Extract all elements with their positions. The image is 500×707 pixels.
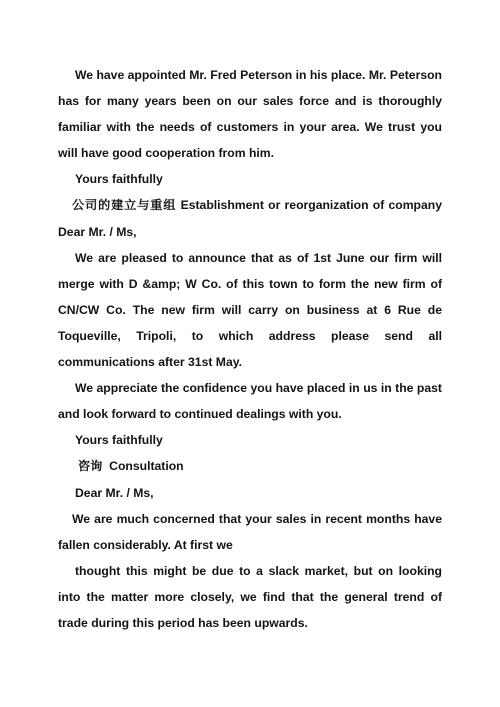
closing-yours-faithfully: Yours faithfully [75,172,163,187]
heading-consultation-en: Consultation [109,459,184,474]
heading-consultation-cn: 咨询 [78,459,103,474]
heading-consultation [58,453,442,479]
heading-establishment-en: Establishment or reorganization of company Dear Mr. / Ms, [58,198,443,239]
closing-yours-faithfully-2: Yours faithfully [75,433,163,448]
salutation: Dear Mr. / Ms, [75,485,154,500]
heading-establishment [58,192,442,244]
heading-establishment-cn: 公司的建立与重组 [72,198,177,213]
paragraph-appointment: We have appointed Mr. Fred Peterson in his place. Mr. Peterson has for many years been on our sales force and is thoroughly familiar with the needs of customers in your area. We trust you will have good cooperation from him. [58,68,442,161]
paragraph-market-trend: thought this might be due to a slack market, but on looking into the matter more closely, we find that the general trend of trade during this period has been upwards. [58,563,442,630]
document-body [58,62,442,636]
paragraph-sales-concern: We are much concerned that your sales in recent months have fallen considerably. At first we [58,511,442,552]
paragraph-merger-announcement: We are pleased to announce that as of 1st June our firm will merge with D &amp; W Co. of this town to form the new firm of CN/CW Co. The new firm will carry on business at 6 Rue de Toqueville, Tripoli, to which address please send all communications after 31st May. [58,250,442,370]
paragraph-appreciation: We appreciate the confidence you have placed in us in the past and look forward to continued dealings with you. [58,381,442,422]
